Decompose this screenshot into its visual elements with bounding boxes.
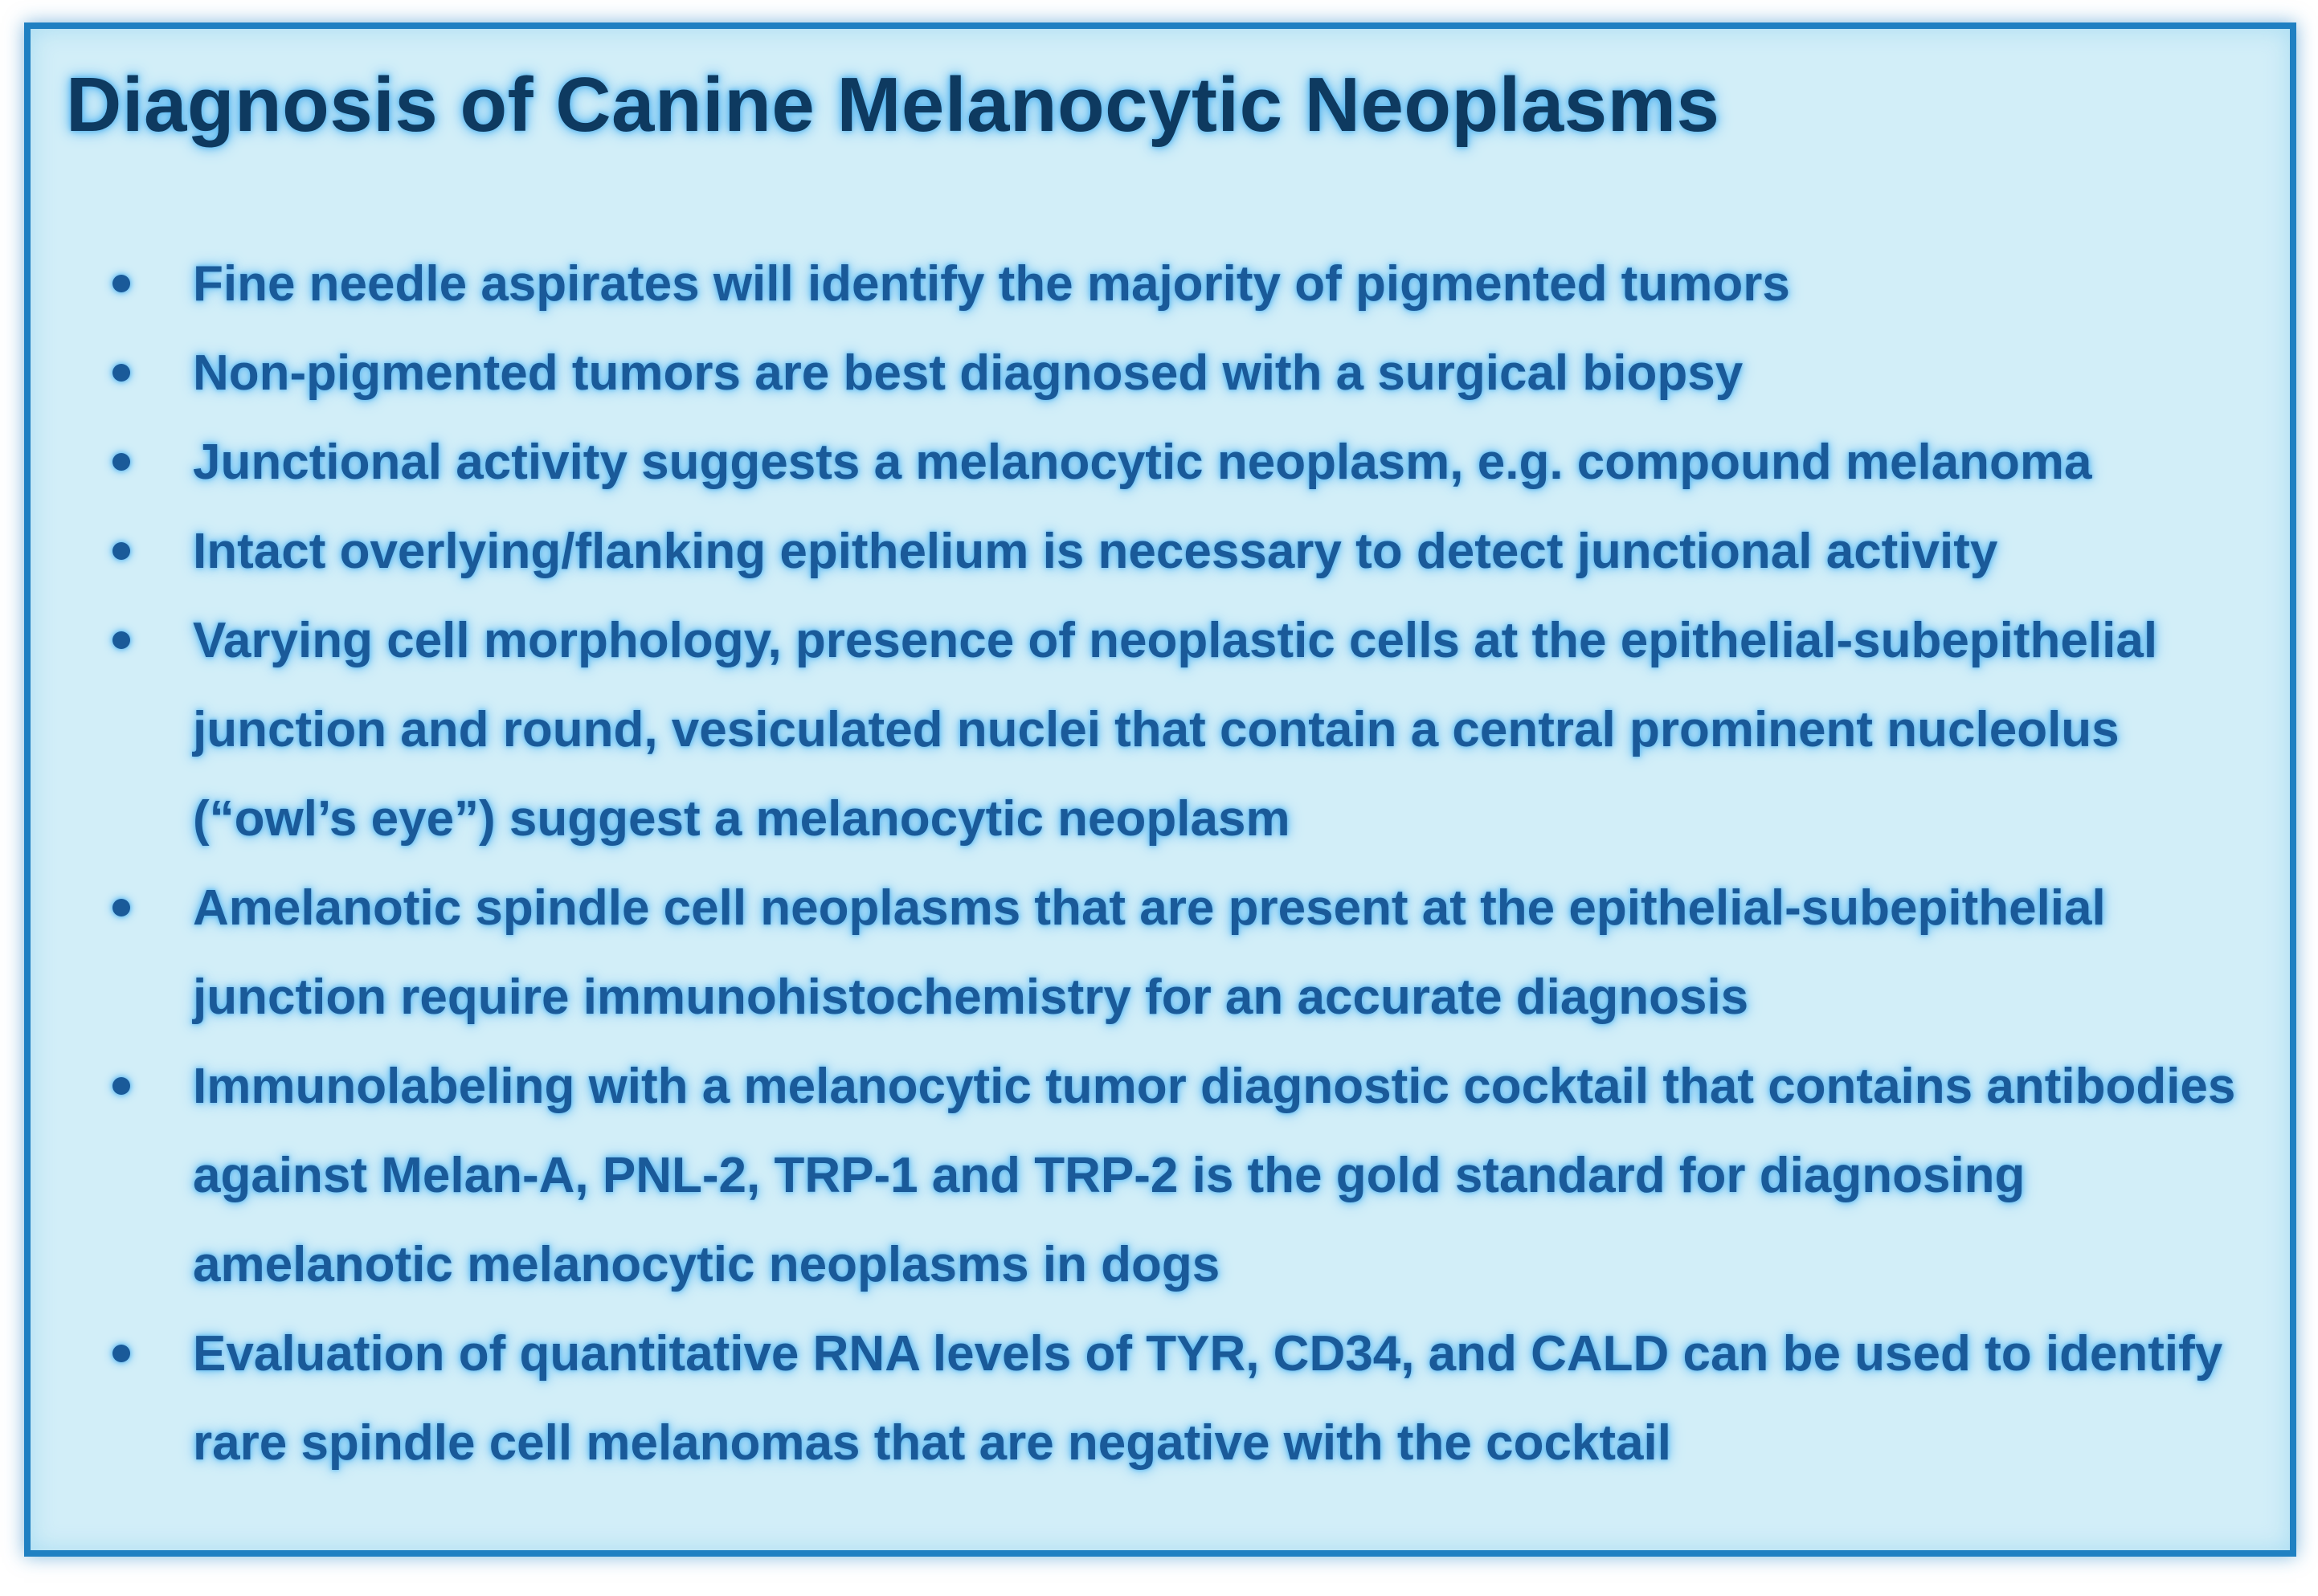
bullet-dot-icon — [112, 275, 130, 292]
bullet-text: Amelanotic spindle cell neoplasms that are present at the epithelial-subepithelial junction require immunohistochemistry for an accurate diagnosis — [193, 880, 2106, 1025]
bullet-item — [104, 1042, 2274, 1309]
bullet-item — [104, 418, 2274, 507]
slide-title: Diagnosis of Canine Melanocytic Neoplasms — [66, 62, 1720, 148]
bullet-dot-icon — [112, 1345, 130, 1362]
bullet-item — [104, 507, 2274, 596]
slide-panel — [24, 22, 2296, 1557]
bullet-text: Fine needle aspirates will identify the majority of pigmented tumors — [193, 256, 1790, 312]
bullet-dot-icon — [112, 453, 130, 471]
bullet-item — [104, 329, 2274, 418]
bullet-text: Junctional activity suggests a melanocytic neoplasm, e.g. compound melanoma — [193, 435, 2092, 490]
bullet-text: Varying cell morphology, presence of neoplastic cells at the epithelial-subepithelial junction and round, vesiculated nuclei that contain a central prominent nucleolus (“owl’s eye”) suggest a melanocytic neoplasm — [193, 613, 2158, 847]
bullet-text: Evaluation of quantitative RNA levels of TYR, CD34, and CALD can be used to identify rare spindle cell melanomas that are negative with the cocktail — [193, 1326, 2223, 1471]
bullet-dot-icon — [112, 631, 130, 649]
bullet-text: Immunolabeling with a melanocytic tumor diagnostic cocktail that contains antibodies against Melan-A, PNL-2, TRP-1 and TRP-2 is the gold standard for diagnosing amelanotic melanocytic neoplasms in dogs — [193, 1059, 2236, 1292]
bullet-item — [104, 1309, 2274, 1488]
bullet-dot-icon — [112, 364, 130, 382]
bullet-dot-icon — [112, 542, 130, 560]
bullet-list — [104, 239, 2274, 1488]
bullet-item — [104, 863, 2274, 1042]
bullet-item — [104, 596, 2274, 863]
bullet-text: Non-pigmented tumors are best diagnosed with a surgical biopsy — [193, 345, 1744, 401]
bullet-item — [104, 239, 2274, 329]
bullet-dot-icon — [112, 899, 130, 916]
bullet-dot-icon — [112, 1077, 130, 1095]
bullet-text: Intact overlying/flanking epithelium is necessary to detect junctional activity — [193, 524, 1998, 579]
